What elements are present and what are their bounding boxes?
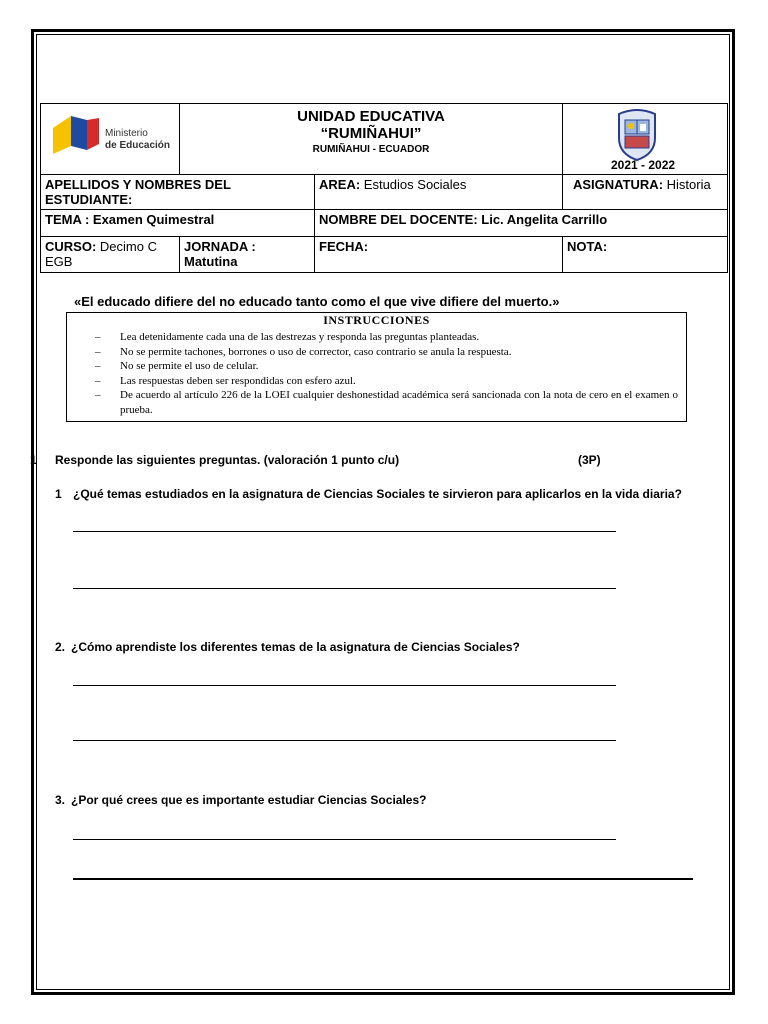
subject-label: ASIGNATURA:	[573, 177, 664, 192]
ministry-logo-cell	[41, 104, 180, 175]
date-label: FECHA:	[319, 239, 369, 254]
area-value: Estudios Sociales	[363, 177, 467, 192]
instruction-item: – De acuerdo al artículo 226 de la LOEI cualquier deshonestidad académica será sancionada con la nota de cero en el examen o prueba.	[95, 389, 678, 416]
instruction-item: – Lea detenidamente cada una de las destrezas y responda las preguntas planteadas.	[95, 331, 480, 343]
teacher-cell	[315, 210, 728, 237]
logo-text-line1: Ministerio	[105, 128, 148, 139]
shift-cell	[180, 237, 315, 273]
school-year: 2021 - 2022	[611, 158, 676, 172]
teacher-text: NOMBRE DEL DOCENTE: Lic. Angelita Carrillo	[319, 212, 608, 227]
topic-text: TEMA : Examen Quimestral	[45, 212, 215, 227]
school-quoted-name: “RUMIÑAHUI”	[320, 125, 422, 142]
section-heading: Responde las siguientes preguntas. (valoración 1 punto c/u)	[55, 453, 400, 467]
grade-cell[interactable]	[563, 237, 728, 273]
question-1-text: ¿Qué temas estudiados en la asignatura de Ciencias Sociales te sirvieron para aplicarlos en la vida diaria?	[73, 487, 682, 501]
course-cell	[41, 237, 180, 273]
area-label: AREA:	[319, 177, 361, 192]
question-1-number: 1	[55, 487, 62, 501]
answer-line[interactable]	[73, 531, 616, 532]
topic-cell	[41, 210, 315, 237]
subject-cell	[563, 175, 728, 210]
student-name-cell[interactable]	[41, 175, 315, 210]
instruction-item: – No se permite tachones, borrones o uso de corrector, caso contrario se anula la respuesta.	[95, 345, 512, 358]
quote-text: «El educado difiere del no educado tanto como el que vive difiere del muerto.»	[74, 294, 560, 309]
question-3-text: ¿Por qué crees que es importante estudiar Ciencias Sociales?	[71, 793, 427, 807]
instructions-box	[66, 312, 687, 422]
logo-text-line2: de Educación	[105, 140, 171, 151]
answer-line[interactable]	[73, 839, 616, 840]
answer-line[interactable]	[73, 740, 616, 741]
question-2-text: ¿Cómo aprendiste los diferentes temas de la asignatura de Ciencias Sociales?	[71, 640, 520, 654]
question-2-number: 2.	[55, 640, 66, 654]
answer-line[interactable]	[73, 588, 616, 589]
course-value: Decimo C EGB	[45, 239, 157, 269]
date-cell[interactable]	[315, 237, 563, 273]
instructions-title: INSTRUCCIONES	[323, 313, 430, 327]
school-crest-icon	[615, 108, 659, 162]
answer-line[interactable]	[73, 685, 616, 686]
student-name-label: APELLIDOS Y NOMBRES DEL ESTUDIANTE:	[45, 177, 231, 207]
section-number: 1	[30, 453, 37, 467]
ministry-of-education-logo-icon	[49, 110, 179, 170]
header-table	[40, 103, 728, 273]
instructions-list	[67, 330, 686, 417]
answer-line[interactable]	[73, 878, 693, 880]
shift-label: JORNADA :	[184, 239, 256, 254]
school-title-cell	[180, 104, 563, 175]
section-points: (3P)	[578, 453, 601, 467]
subject-value: Historia	[666, 177, 711, 192]
area-cell	[315, 175, 563, 210]
school-name: UNIDAD EDUCATIVA	[297, 108, 445, 125]
instruction-item: – Las respuestas deben ser respondidas con esfero azul.	[95, 374, 356, 387]
question-3-number: 3.	[55, 793, 66, 807]
instruction-item: – No se permite el uso de celular.	[95, 360, 259, 372]
grade-label: NOTA:	[567, 239, 608, 254]
school-location: RUMIÑAHUI - ECUADOR	[312, 144, 430, 155]
school-crest-cell	[563, 104, 728, 175]
shift-value: Matutina	[184, 254, 238, 269]
course-label: CURSO:	[45, 239, 97, 254]
